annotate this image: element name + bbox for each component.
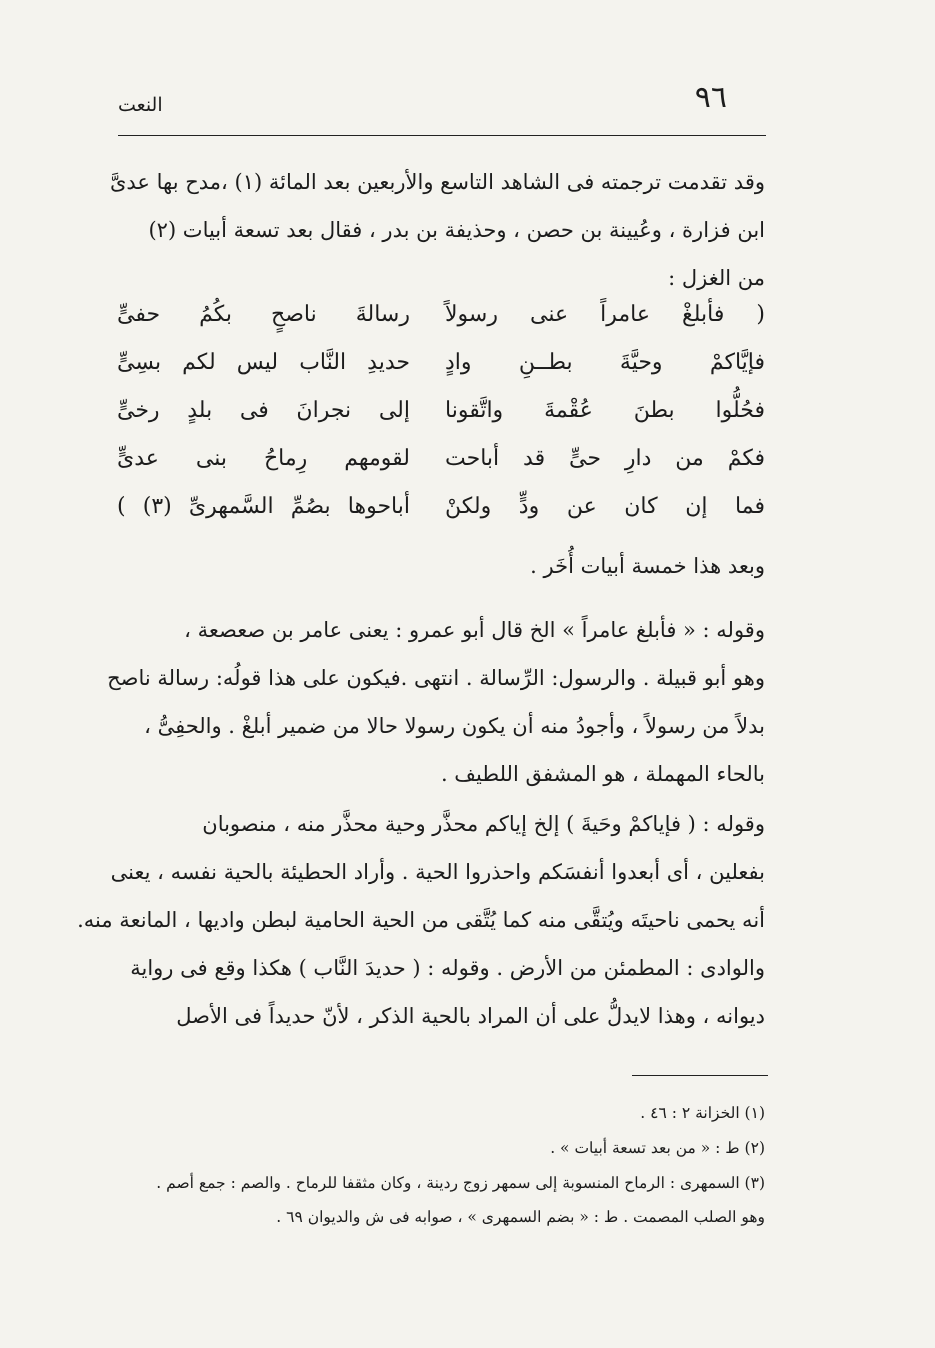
commentary-paragraph-1 [107,606,765,798]
first-hemistich: فإيَّاكمْ وحيَّةَ بطــنِ وادٍ [445,350,765,375]
text-line: أنه يحمى ناحيتَه ويُتقَّى منه كما يُتَّقى من الحية الحامية لبطن واديها ، المانعة منه. [77,908,765,932]
second-hemistich: حديدِ النَّاب ليس لكم بسِىٍّ [117,350,410,375]
text-line: وبعد هذا خمسة أبيات أُخَر . [530,554,765,578]
first-hemistich: فكمْ من دارِ حىٍّ قد أباحت [445,446,765,471]
text-line: بفعلين ، أى أبعدوا أنفسَكم واحذروا الحية . وأراد الحطيئة بالحية نفسه ، يعنى [110,860,765,884]
second-hemistich: لقومهم رِماحُ بنى عدىٍّ [117,446,410,471]
page-number: ٩٦ [694,80,727,115]
running-head: النعت [118,94,163,116]
text-line: وقوله : « فأبلغ عامراً » الخ قال أبو عمرو : يعنى عامر بن صعصعة ، [184,618,765,642]
text-line: بدلاً من رسولاً ، وأجودُ منه أن يكون رسولا حالا من ضمير أبلغْ . والحفِىُّ ، [144,714,765,738]
verse-line [117,398,765,446]
footnote-1: (١) الخزانة ٢ : ٤٦ . [640,1104,765,1122]
verse-line [117,494,765,542]
after-verses-line [117,542,765,590]
second-hemistich: إلى نجرانَ فى بلدٍ رخىٍّ [117,398,410,423]
text-line: وهو أبو قبيلة . والرسول: الرِّسالة . انتهى .فيكون على هذا قولُه: رسالة ناصح [107,666,765,690]
text-line: ابن فزارة ، وعُيينة بن حصن ، وحذيفة بن بدر ، فقال بعد تسعة أبيات (٢) [148,218,765,242]
intro-paragraph [109,158,765,302]
text-line: من الغزل : [668,266,765,290]
text-line: والوادى : المطمئن من الأرض . وقوله : ( حديدَ النَّاب ) هكذا وقع فى رواية [130,956,765,980]
first-hemistich: فحُلُّوا بطنَ عُقْمةَ واتَّقونا [445,398,765,423]
header-rule [118,135,766,136]
text-line: وقد تقدمت ترجمته فى الشاهد التاسع والأربعين بعد المائة (١) ،مدح بها عدىَّ [109,170,765,194]
footnote-2: (٢) ط : « من بعد تسعة أبيات » . [550,1139,765,1157]
footnote-3-continued: وهو الصلب المصمت . ط : « بضم السمهرى » ، صوابه فى ش والديوان ٦٩ . [276,1208,765,1226]
text-line: ديوانه ، وهذا لايدلُّ على أن المراد بالحية الذكر ، لأنّ حديداً فى الأصل [176,1004,765,1028]
text-line: وقوله : ( فإياكمْ وحَيةَ ) إلخ إياكم محذَّر وحية محذَّر منه ، منصوبان [202,812,765,836]
first-hemistich: فما إن كان عن ودٍّ ولكنْ [445,494,765,519]
text-line: بالحاء المهملة ، هو المشفق اللطيف . [440,762,765,786]
commentary-paragraph-2 [77,800,765,1040]
second-hemistich: أباحوها بصُمِّ السَّمهرىِّ (٣) ) [117,494,410,519]
verse-line [117,446,765,494]
second-hemistich: رسالةَ ناصحٍ بكُمُ حفىٍّ [117,302,410,327]
first-hemistich: ( فأبلغْ عامراً عنى رسولاً [445,302,765,327]
verse-line [117,302,765,350]
footnote-3: (٣) السمهرى : الرماح المنسوبة إلى سمهر زوج ردينة ، وكان مثقفا للرماح . والصم : جمع أصم . [156,1174,765,1192]
verse-line [117,350,765,398]
footnote-rule [632,1075,768,1076]
